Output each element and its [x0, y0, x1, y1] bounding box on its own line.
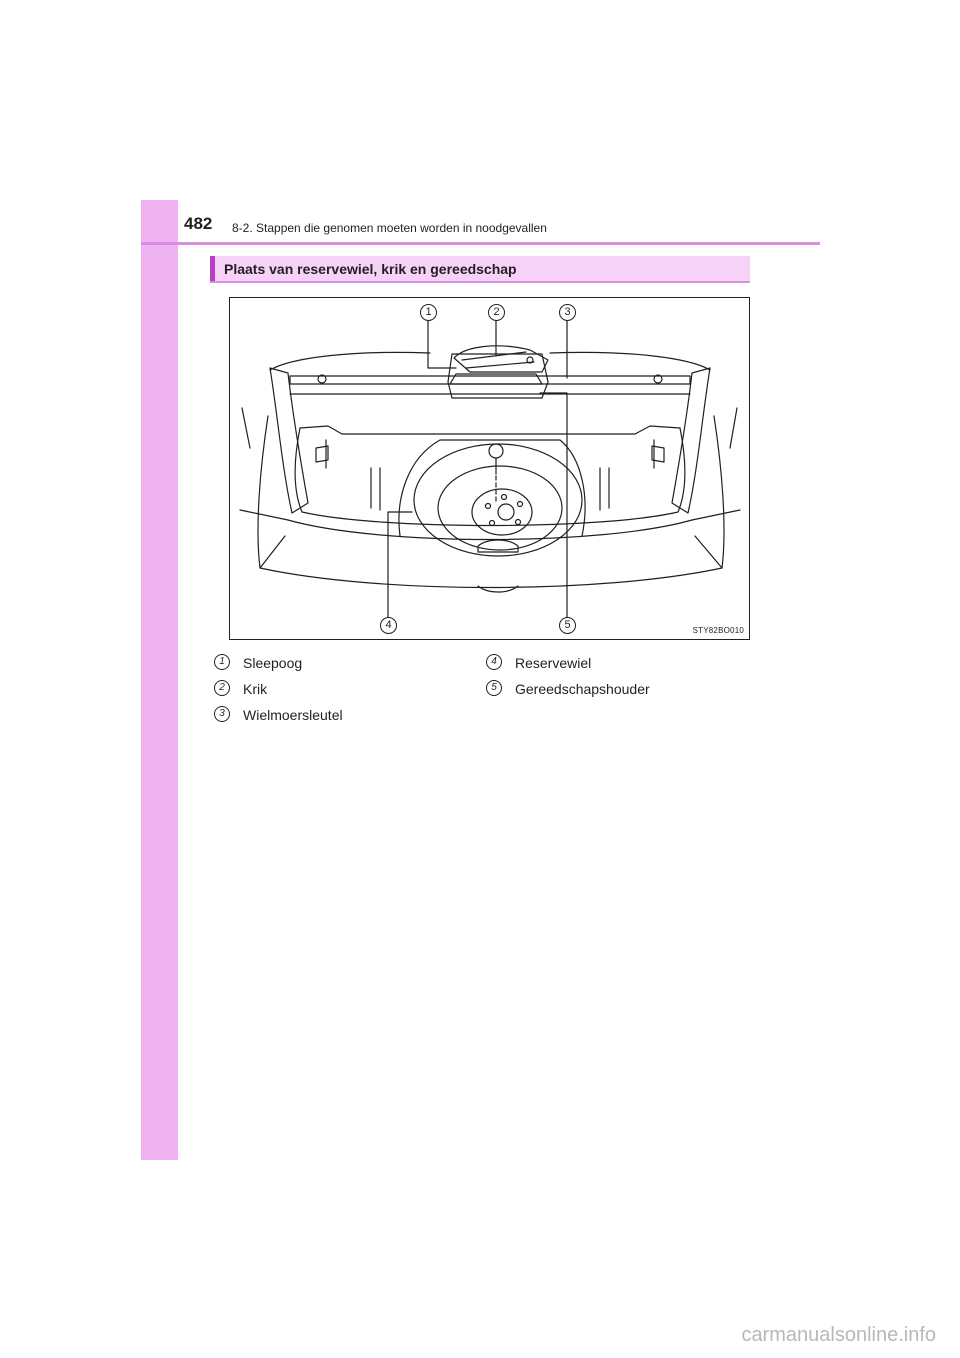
legend-label: Reservewiel [515, 655, 592, 671]
callout-5: 5 [559, 617, 576, 634]
legend-number: 5 [486, 680, 502, 696]
section-heading-bar [210, 256, 215, 281]
figure-code: STY82BO010 [692, 626, 744, 635]
section-title: Plaats van reservewiel, krik en gereedschap [224, 261, 517, 277]
legend-number: 1 [214, 654, 230, 670]
callout-3: 3 [559, 304, 576, 321]
running-head: 8-2. Stappen die genomen moeten worden in noodgevallen [232, 221, 547, 235]
legend-label: Sleepoog [243, 655, 303, 671]
callout-1: 1 [420, 304, 437, 321]
header-rule [141, 242, 820, 245]
legend-number: 2 [214, 680, 230, 696]
section-heading-box [210, 256, 750, 283]
callout-2: 2 [488, 304, 505, 321]
watermark-link[interactable]: carmanualsonline.info [741, 1324, 936, 1346]
trunk-drawing [230, 298, 749, 638]
legend-number: 4 [486, 654, 502, 670]
legend-label: Gereedschapshouder [515, 681, 650, 697]
trunk-illustration [229, 297, 750, 640]
legend-label: Wielmoersleutel [243, 707, 343, 723]
callout-4: 4 [380, 617, 397, 634]
page-number: 482 [184, 214, 213, 233]
side-tab-strip [141, 200, 178, 1160]
legend-label: Krik [243, 681, 268, 697]
legend-number: 3 [214, 706, 230, 722]
